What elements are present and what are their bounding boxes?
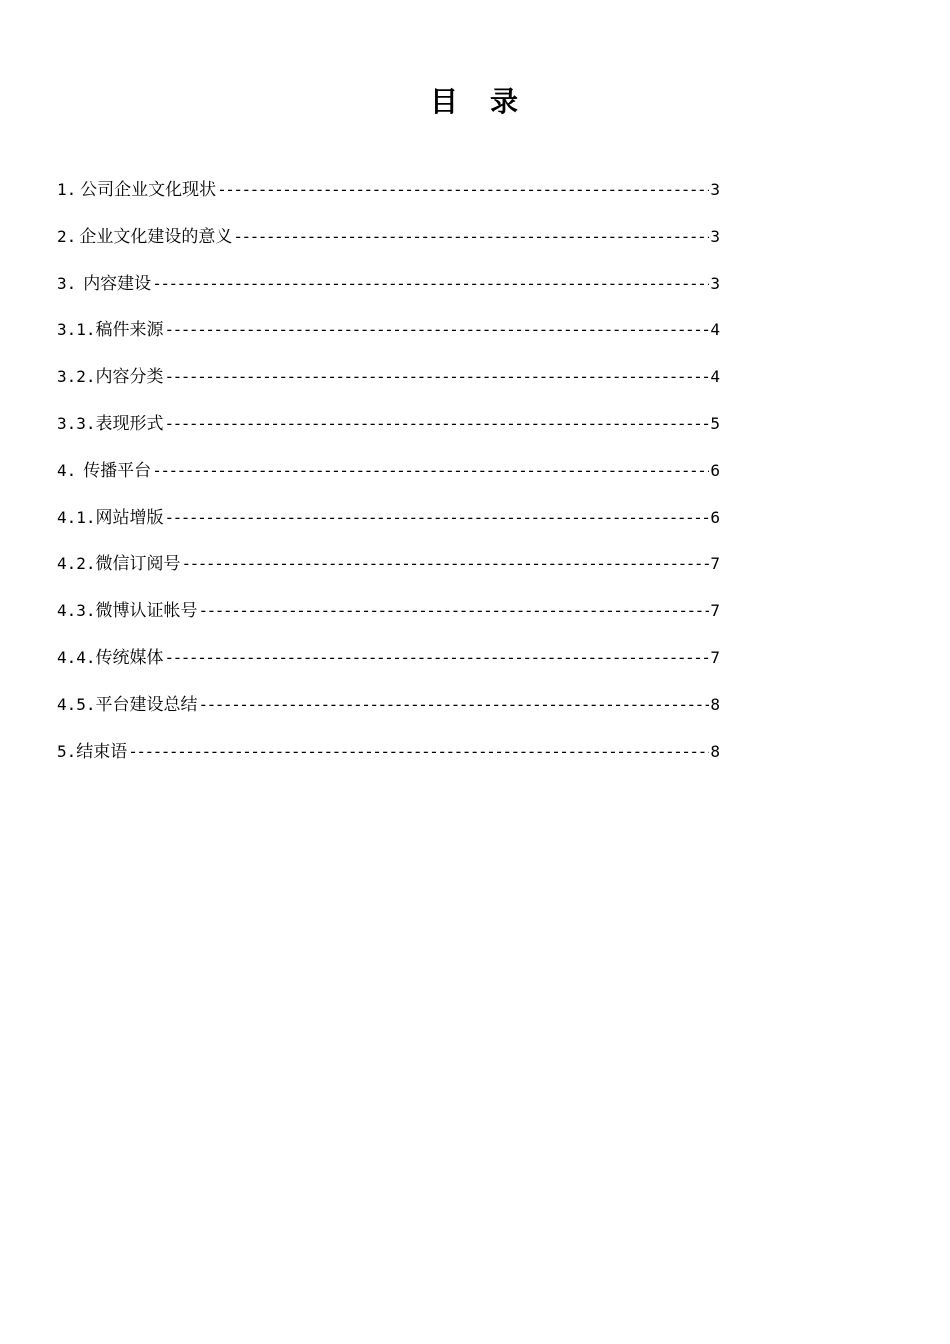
toc-title: 目 录 xyxy=(429,85,520,118)
toc-entry-page: 5 xyxy=(710,413,720,433)
toc-entry-number: 4.2. xyxy=(57,554,96,574)
toc-entry-number: 3.1. xyxy=(57,320,96,340)
toc-entry-title: 内容分类 xyxy=(95,367,164,388)
toc-entry-number: 4. xyxy=(57,460,77,480)
toc-entry[interactable] xyxy=(57,550,720,597)
toc-dot-leader xyxy=(165,504,710,532)
toc-entry-number: 5. xyxy=(57,741,77,761)
toc-entry-title: 表现形式 xyxy=(95,413,164,434)
toc-entry-number: 2. xyxy=(57,226,77,246)
toc-dot-leader xyxy=(199,597,710,625)
toc-entry-title: 稿件来源 xyxy=(95,320,164,341)
toc-entry-number: 4.3. xyxy=(57,601,96,621)
toc-entry-page: 3 xyxy=(710,273,720,293)
toc-dot-leader xyxy=(233,223,709,251)
toc-entry[interactable] xyxy=(57,223,720,270)
toc-dot-leader xyxy=(165,644,710,672)
toc-entry[interactable] xyxy=(57,691,720,738)
toc-entry-number: 4.4. xyxy=(57,647,96,667)
toc-dot-leader xyxy=(217,176,709,204)
toc-entry-number: 3.3. xyxy=(57,413,96,433)
toc-entry-page: 3 xyxy=(710,226,720,246)
toc-entry[interactable] xyxy=(57,316,720,363)
toc-entry[interactable] xyxy=(57,457,720,504)
toc-dot-leader xyxy=(165,363,710,391)
toc-entry-title: 微博认证帐号 xyxy=(95,601,198,622)
toc-dot-leader xyxy=(165,316,710,344)
toc-entry-title: 结束语 xyxy=(76,741,128,762)
toc-entry-page: 3 xyxy=(710,180,720,199)
toc-entry-title: 传统媒体 xyxy=(95,647,164,668)
toc-entry-number: 3. xyxy=(57,273,77,293)
toc-entry-page: 8 xyxy=(710,741,720,761)
toc-entry[interactable] xyxy=(57,644,720,691)
toc-entry-number: 4.1. xyxy=(57,507,96,527)
toc-entry-title: 网站增版 xyxy=(95,507,164,528)
toc-entry-page: 7 xyxy=(710,554,720,574)
toc-entry-title: 公司企业文化现状 xyxy=(80,180,217,200)
toc-entry-title: 企业文化建设的意义 xyxy=(79,226,233,247)
toc-entry-page: 4 xyxy=(710,367,720,387)
toc-entry-page: 8 xyxy=(710,694,720,714)
toc-entry-page: 4 xyxy=(710,320,720,340)
toc-entry-title: 平台建设总结 xyxy=(95,694,198,715)
toc-entry-title: 微信订阅号 xyxy=(95,554,181,575)
toc-dot-leader xyxy=(152,457,709,485)
toc-dot-leader xyxy=(128,738,709,766)
toc-entry-page: 6 xyxy=(710,460,720,480)
toc-entry-number: 3.2. xyxy=(57,367,96,387)
toc-dot-leader xyxy=(182,550,710,578)
toc-entry[interactable] xyxy=(57,363,720,410)
toc-entry[interactable] xyxy=(57,176,720,223)
toc-entry-page: 7 xyxy=(710,647,720,667)
toc-entry-number: 4.5. xyxy=(57,694,96,714)
toc-dot-leader xyxy=(165,410,710,438)
toc-dot-leader xyxy=(152,270,709,298)
toc-entry-page: 7 xyxy=(710,601,720,621)
toc-entry-page: 6 xyxy=(710,507,720,527)
toc-entry-title: 内容建设 xyxy=(83,273,152,294)
toc-entry-title: 传播平台 xyxy=(83,460,152,481)
toc-entry[interactable] xyxy=(57,597,720,644)
toc-entry[interactable] xyxy=(57,504,720,551)
toc-dot-leader xyxy=(199,691,710,719)
toc-list xyxy=(57,176,720,784)
toc-entry[interactable] xyxy=(57,410,720,457)
toc-entry[interactable] xyxy=(57,270,720,317)
toc-entry-number: 1. xyxy=(57,180,77,199)
toc-entry[interactable] xyxy=(57,738,720,785)
